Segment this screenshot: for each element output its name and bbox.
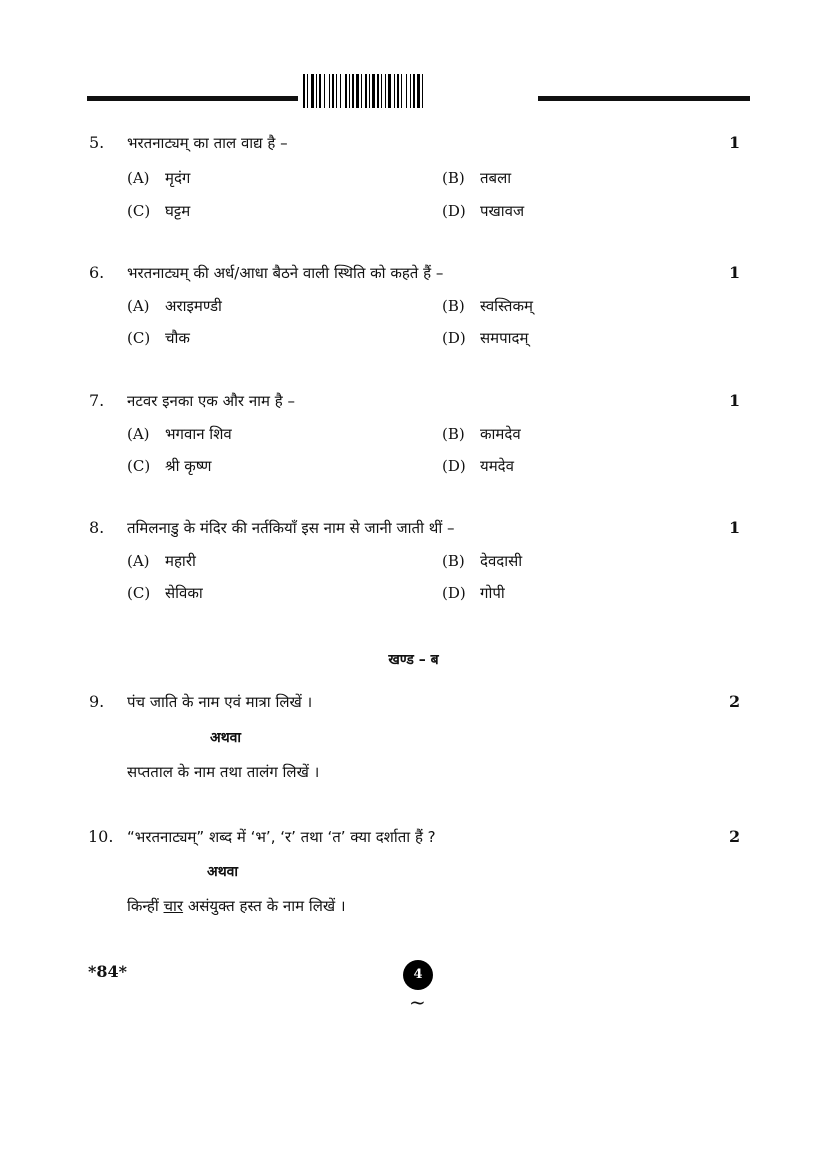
- question-7-text: नटवर इनका एक और नाम है –: [127, 392, 296, 410]
- question-7-option-b: [442, 424, 521, 444]
- barcode-bar: [417, 74, 420, 108]
- question-7-option-d: [442, 456, 514, 476]
- option-label: (A): [127, 425, 150, 443]
- alt-text-underlined: चार: [163, 897, 184, 915]
- question-9-text: पंच जाति के नाम एवं मात्रा लिखें ।: [127, 693, 313, 711]
- option-label: (C): [127, 202, 151, 220]
- question-5-marks: 1: [729, 133, 741, 152]
- option-text: महारी: [165, 552, 196, 570]
- question-6-option-b: [442, 296, 533, 316]
- barcode-bar: [311, 74, 314, 108]
- question-8-option-a: [127, 551, 196, 571]
- option-text: गोपी: [480, 584, 505, 602]
- barcode-bar: [413, 74, 415, 108]
- footer-tilde: ~: [409, 990, 426, 1014]
- question-6-number: 6.: [89, 263, 105, 282]
- barcode-bar: [336, 74, 337, 108]
- question-8-marks: 1: [729, 518, 741, 537]
- barcode-bar: [422, 74, 423, 108]
- barcode-bar: [369, 74, 370, 108]
- option-label: (D): [442, 584, 466, 602]
- barcode-bar: [352, 74, 354, 108]
- barcode-bar: [406, 74, 407, 108]
- option-label: (C): [127, 584, 151, 602]
- question-9-marks: 2: [729, 692, 741, 711]
- question-10-alternative: [127, 896, 346, 916]
- question-5-option-d: [442, 201, 524, 221]
- question-6-text: भरतनाट्यम् की अर्ध/आधा बैठने वाली स्थिति को कहते हैं –: [127, 264, 444, 282]
- question-5-option-a: [127, 168, 190, 188]
- option-text: समपादम्: [480, 329, 529, 347]
- question-6-option-a: [127, 296, 222, 316]
- header-rule-left: [87, 96, 298, 101]
- barcode-bar: [377, 74, 379, 108]
- alt-text-pre: किन्हीं: [127, 897, 164, 915]
- question-5-option-b: [442, 168, 511, 188]
- option-text: कामदेव: [480, 425, 521, 443]
- option-text: श्री कृष्ण: [165, 457, 212, 475]
- question-5-option-c: [127, 201, 190, 221]
- option-text: सेविका: [165, 584, 203, 602]
- barcode-bar: [329, 74, 330, 108]
- barcode-bar: [324, 74, 325, 108]
- question-6-option-d: [442, 328, 528, 348]
- barcode-bar: [401, 74, 402, 108]
- barcode-bar: [394, 74, 395, 108]
- barcode-bar: [316, 74, 317, 108]
- question-9-number: 9.: [89, 692, 105, 711]
- barcode-bar: [388, 74, 391, 108]
- option-text: भगवान शिव: [165, 425, 232, 443]
- option-label: (B): [442, 169, 465, 187]
- question-8-number: 8.: [89, 518, 105, 537]
- question-5-text: भरतनाट्यम् का ताल वाद्य है –: [127, 134, 288, 152]
- page-number: 4: [403, 960, 433, 990]
- alt-text-post: असंयुक्त हस्त के नाम लिखें ।: [183, 897, 346, 915]
- option-text: मृदंग: [165, 169, 191, 187]
- barcode-bar: [332, 74, 334, 108]
- option-label: (A): [127, 169, 150, 187]
- barcode-bar: [307, 74, 308, 108]
- question-7-option-a: [127, 424, 232, 444]
- option-label: (C): [127, 457, 151, 475]
- barcode-bar: [319, 74, 321, 108]
- question-8-option-c: [127, 583, 203, 603]
- option-text: देवदासी: [480, 552, 523, 570]
- option-label: (D): [442, 329, 466, 347]
- option-label: (D): [442, 457, 466, 475]
- barcode-bar: [340, 74, 341, 108]
- question-7-option-c: [127, 456, 211, 476]
- option-text: स्वस्तिकम्: [480, 297, 533, 315]
- barcode-bar: [372, 74, 375, 108]
- barcode-bar: [349, 74, 350, 108]
- option-text: पखावज: [480, 202, 525, 220]
- question-5-number: 5.: [89, 133, 105, 152]
- question-8-option-b: [442, 551, 522, 571]
- option-text: यमदेव: [480, 457, 514, 475]
- question-10-marks: 2: [729, 827, 741, 846]
- option-label: (A): [127, 552, 150, 570]
- option-text: घट्टम: [165, 202, 191, 220]
- barcode-bar: [381, 74, 382, 108]
- barcode-bar: [385, 74, 386, 108]
- option-label: (C): [127, 329, 151, 347]
- barcode-bar: [365, 74, 367, 108]
- question-9-or: अथवा: [210, 730, 242, 746]
- question-6-option-c: [127, 328, 190, 348]
- question-6-marks: 1: [729, 263, 741, 282]
- barcode-bar: [397, 74, 399, 108]
- question-10-number: 10.: [88, 827, 114, 846]
- barcode-bar: [345, 74, 347, 108]
- section-title: खण्ड – ब: [388, 652, 439, 668]
- question-10-or: अथवा: [207, 864, 239, 880]
- question-7-number: 7.: [89, 391, 105, 410]
- question-9-alternative: सप्तताल के नाम तथा तालंग लिखें ।: [127, 763, 320, 781]
- barcode-bar: [361, 74, 362, 108]
- barcode-bar: [410, 74, 411, 108]
- question-8-option-d: [442, 583, 505, 603]
- option-text: तबला: [480, 169, 512, 187]
- header-rule-right: [538, 96, 750, 101]
- paper-code: *84*: [88, 962, 127, 981]
- barcode: [303, 74, 523, 108]
- option-text: चौक: [165, 329, 190, 347]
- option-label: (A): [127, 297, 150, 315]
- option-label: (B): [442, 425, 465, 443]
- question-10-text: “भरतनाट्यम्” शब्द में ‘भ’, ‘र’ तथा ‘त’ क्या दर्शाता हैं ?: [127, 828, 436, 846]
- option-text: अराइमण्डी: [165, 297, 222, 315]
- barcode-bar: [356, 74, 359, 108]
- option-label: (D): [442, 202, 466, 220]
- option-label: (B): [442, 552, 465, 570]
- option-label: (B): [442, 297, 465, 315]
- question-8-text: तमिलनाडु के मंदिर की नर्तकियाँ इस नाम से जानी जाती थीं –: [127, 519, 455, 537]
- barcode-bar: [303, 74, 305, 108]
- question-7-marks: 1: [729, 391, 741, 410]
